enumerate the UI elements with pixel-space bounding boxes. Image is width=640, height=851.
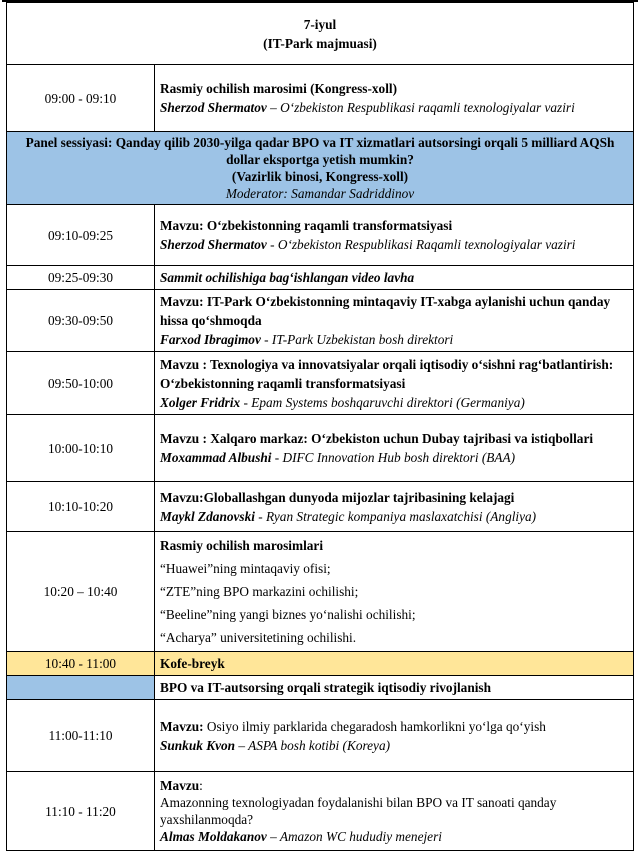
speaker-role: - O‘zbekiston Respublikasi Raqamli texnologiyalar vaziri — [266, 237, 576, 252]
session-topic: Mavzu:Globallashgan dunyoda mijozlar tajribasining kelajagi — [160, 489, 515, 505]
table-row — [7, 205, 634, 266]
session-topic: Osiyo ilmiy parklarida chegaradosh hamkorlikni yo‘lga qo‘yish — [203, 718, 546, 734]
ceremony-item: “Acharya” universitetining ochilishi. — [160, 630, 357, 645]
speaker-role: - IT-Park Uzbekistan bosh direktori — [260, 332, 454, 347]
event-cell — [155, 65, 634, 132]
speaker-role: - Epam Systems boshqaruvchi direktori (Germaniya) — [240, 394, 525, 410]
table-row — [7, 415, 634, 482]
speaker-role: – ASPA bosh kotibi (Koreya) — [235, 737, 391, 753]
speaker-name: Xolger Fridrix — [160, 394, 241, 410]
panel-venue: (Vazirlik binosi, Kongress-xoll) — [231, 169, 409, 184]
section-blank-cell — [7, 676, 155, 700]
event-cell — [155, 352, 634, 415]
speaker-name: Almas Moldakanov — [160, 829, 267, 844]
event-cell — [155, 205, 634, 266]
ceremony-item: “ZTE”ning BPO markazini ochilishi; — [160, 584, 359, 599]
table-row — [7, 772, 634, 851]
agenda-table — [6, 2, 634, 851]
table-row — [7, 532, 634, 652]
speaker-role: - Ryan Strategic kompaniya maslaxatchisi (Angliya) — [254, 508, 537, 524]
topic-label: Mavzu: — [160, 718, 204, 734]
speaker-name: Moxammad Albushi — [160, 450, 272, 465]
session-topic: Amazonning texnologiyadan foydalanishi bilan BPO va IT sanoati qanday yaxshilanmoqda? — [160, 795, 557, 827]
session-title: Sammit ochilishiga bag‘ishlangan video lavha — [160, 270, 415, 285]
time-cell: 10:10-10:20 — [7, 482, 155, 532]
panel-row — [7, 132, 634, 205]
session-topic: Mavzu: O‘zbekistonning raqamli transformatsiyasi — [160, 218, 453, 233]
session-topic: Mavzu : Xalqaro markaz: O‘zbekiston uchun Dubay tajribasi va istiqbollari — [160, 431, 594, 446]
section-row — [7, 676, 634, 700]
speaker-role: – O‘zbekiston Respublikasi raqamli texnologiyalar vaziri — [266, 100, 575, 115]
coffee-break-row — [7, 652, 634, 676]
panel-cell — [7, 132, 634, 205]
section-title: BPO va IT-autsorsing orqali strategik iqtisodiy rivojlanish — [155, 676, 634, 700]
speaker-role: - DIFC Innovation Hub bosh direktori (BAA) — [271, 450, 516, 465]
time-cell: 11:00-11:10 — [7, 700, 155, 772]
time-cell: 09:25-09:30 — [7, 266, 155, 290]
panel-moderator: Moderator: Samandar Sadriddinov — [225, 186, 415, 201]
table-row — [7, 290, 634, 352]
event-title: Rasmiy ochilish marosimlari — [160, 538, 324, 553]
speaker-name: Sherzod Shermatov — [160, 237, 267, 252]
table-row — [7, 482, 634, 532]
event-cell — [155, 532, 634, 652]
table-row — [7, 700, 634, 772]
event-cell — [155, 772, 634, 851]
time-cell: 09:50-10:00 — [7, 352, 155, 415]
time-cell: 10:40 - 11:00 — [7, 652, 155, 676]
event-cell: Kofe-breyk — [155, 652, 634, 676]
time-cell: 09:00 - 09:10 — [7, 65, 155, 132]
time-cell: 10:00-10:10 — [7, 415, 155, 482]
event-cell — [155, 482, 634, 532]
topic-colon: : — [199, 778, 203, 793]
speaker-role: – Amazon WC hududiy menejeri — [266, 829, 442, 844]
date-heading: 7-iyul — [303, 16, 337, 32]
table-row — [7, 266, 634, 290]
speaker-name: Farxod Ibragimov — [160, 332, 261, 347]
speaker-name: Maykl Zdanovski — [160, 508, 255, 524]
event-title: Rasmiy ochilish marosimi (Kongress-xoll) — [160, 81, 398, 96]
table-row — [7, 352, 634, 415]
session-topic: Mavzu: IT-Park O‘zbekistonning mintaqaviy IT-xabga aylanishi uchun qanday hissa qo‘shmoqda — [160, 294, 611, 328]
speaker-name: Sunkuk Kvon — [160, 737, 236, 753]
time-cell: 11:10 - 11:20 — [7, 772, 155, 851]
session-topic: Mavzu : Texnologiya va innovatsiyalar orqali iqtisodiy o‘sishni rag‘batlantirish: O‘zbekistonning raqamli transformatsiyasi — [160, 356, 614, 391]
event-cell — [155, 415, 634, 482]
header-cell — [7, 3, 634, 65]
event-cell — [155, 700, 634, 772]
ceremony-item: “Beeline”ning yangi biznes yo‘nalishi ochilishi; — [160, 607, 416, 622]
topic-label: Mavzu — [160, 778, 200, 793]
time-cell: 09:10-09:25 — [7, 205, 155, 266]
event-cell — [155, 290, 634, 352]
event-cell — [155, 266, 634, 290]
speaker-name: Sherzod Shermatov — [160, 100, 267, 115]
venue-heading: (IT-Park majmuasi) — [263, 35, 377, 51]
ceremony-item: “Huawei”ning mintaqaviy ofisi; — [160, 561, 331, 576]
time-cell: 10:20 – 10:40 — [7, 532, 155, 652]
panel-title: Panel sessiyasi: Qanday qilib 2030-yilga qadar BPO va IT xizmatlari autsorsingi orqali 5 milliard AQSh dollar eksportga yetish mumkin? — [25, 135, 615, 167]
header-row — [7, 3, 634, 65]
table-row — [7, 65, 634, 132]
time-cell: 09:30-09:50 — [7, 290, 155, 352]
